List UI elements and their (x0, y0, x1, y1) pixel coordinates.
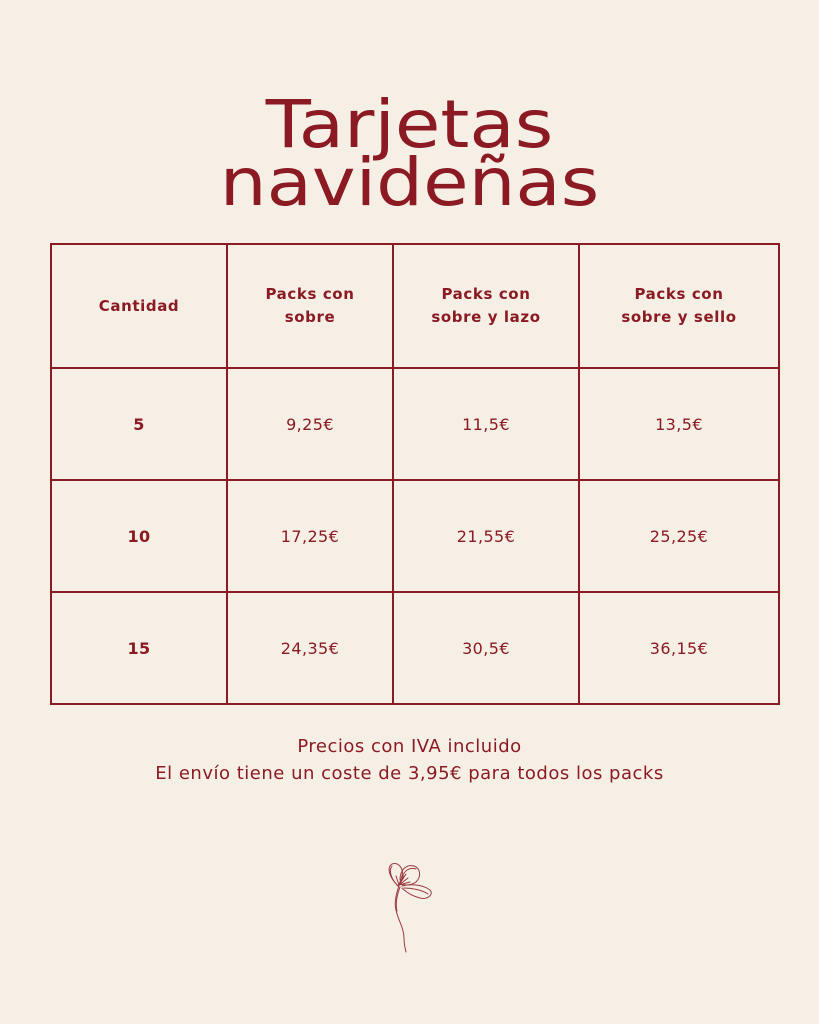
table-header-row (51, 244, 779, 368)
cell-price-sello: 13,5€ (579, 368, 779, 480)
note-shipping: El envío tiene un coste de 3,95€ para todos los packs (155, 763, 664, 784)
title-line-1: Tarjetas (265, 86, 554, 164)
table-row (51, 480, 779, 592)
cell-price-sello: 25,25€ (579, 480, 779, 592)
price-table (50, 243, 780, 705)
title-line-2: navideñas (219, 144, 600, 222)
cell-qty: 10 (51, 480, 227, 592)
header-packs-sobre-lazo: Packs con sobre y lazo (393, 244, 579, 368)
cell-price-sobre: 24,35€ (227, 592, 393, 704)
flower-sketch-icon (378, 858, 442, 954)
header-cantidad: Cantidad (51, 244, 227, 368)
page-title (0, 86, 819, 222)
cell-qty: 5 (51, 368, 227, 480)
cell-price-lazo: 11,5€ (393, 368, 579, 480)
header-packs-sobre-sello: Packs con sobre y sello (579, 244, 779, 368)
note-iva: Precios con IVA incluido (297, 736, 522, 757)
cell-price-sobre: 17,25€ (227, 480, 393, 592)
table-row (51, 592, 779, 704)
price-notes (0, 733, 819, 787)
cell-price-lazo: 30,5€ (393, 592, 579, 704)
cell-price-lazo: 21,55€ (393, 480, 579, 592)
header-packs-sobre: Packs con sobre (227, 244, 393, 368)
cell-price-sobre: 9,25€ (227, 368, 393, 480)
cell-qty: 15 (51, 592, 227, 704)
cell-price-sello: 36,15€ (579, 592, 779, 704)
table-row (51, 368, 779, 480)
